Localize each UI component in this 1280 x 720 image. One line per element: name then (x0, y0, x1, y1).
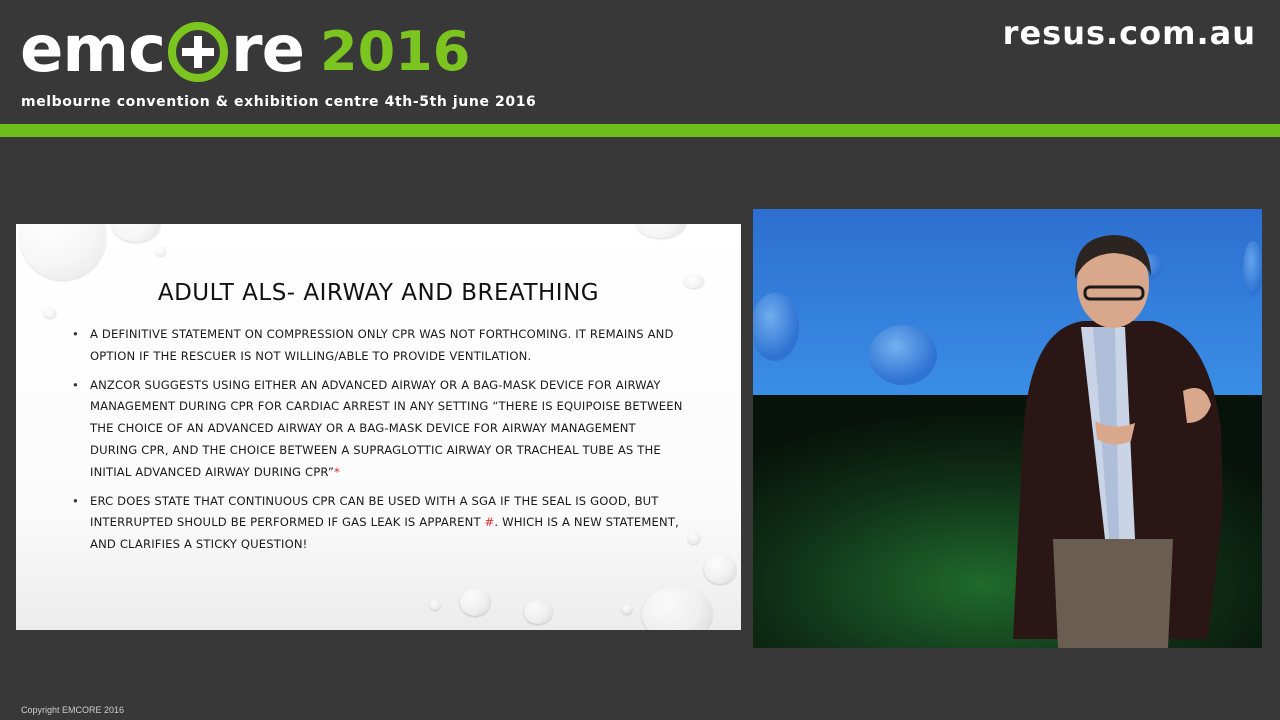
water-drop-decoration (636, 224, 686, 238)
plus-circle-icon (167, 21, 229, 83)
venue-subtitle: melbourne convention & exhibition centre 4th-5th june 2016 (21, 94, 537, 110)
header-divider (0, 124, 1280, 137)
water-drop-decoration (704, 554, 736, 584)
bullet-text-tail: . WHICH IS A NEW STATEMENT, AND CLARIFIES A STICKY QUESTION! (90, 515, 679, 552)
speaker-video-frame (753, 209, 1262, 648)
logo-year: 2016 (320, 20, 471, 83)
water-drop-decoration (44, 308, 56, 318)
water-drop-decoration (524, 600, 552, 624)
logo-text-left: emc (20, 13, 166, 87)
copyright-notice: Copyright EMCORE 2016 (21, 705, 125, 715)
bullet-text: ANZCOR SUGGESTS USING EITHER AN ADVANCED AIRWAY OR A BAG-MASK DEVICE FOR AIRWAY MANAGEMENT DURING CPR FOR CARDIAC ARREST IN ANY SETTING “THERE IS EQUIPOISE BETWEEN THE CHOICE OF AN ADVANCED AIRWAY OR A BAG-MASK DEVICE FOR AIRWAY MANAGEMENT DURING CPR, AND THE CHOICE BETWEEN A SUPRAGLOTTIC AIRWAY OR TRACHEAL TUBE AS THE INITIAL ADVANCED AIRWAY DURING CPR” (90, 377, 683, 479)
bullet-text: ERC DOES STATE THAT CONTINUOUS CPR CAN BE USED WITH A SGA IF THE SEAL IS GOOD, BUT INTERRUPTED SHOULD BE PERFORMED IF GAS LEAK IS APPARENT (90, 493, 659, 530)
presentation-slide (16, 224, 741, 630)
logo-text-right: re (231, 13, 304, 87)
water-drop-decoration (112, 224, 160, 242)
bullet-item (72, 375, 684, 484)
reference-marker: # (484, 515, 495, 530)
water-drop-decoration (642, 586, 712, 630)
water-drop-decoration (622, 604, 632, 614)
water-drop-decoration (688, 532, 700, 544)
bullet-item (72, 491, 684, 556)
bullet-text: A DEFINITIVE STATEMENT ON COMPRESSION ONLY CPR WAS NOT FORTHCOMING. IT REMAINS AND OPTION IF THE RESCUER IS NOT WILLING/ABLE TO PROVIDE VENTILATION. (90, 327, 674, 363)
water-drop-decoration (460, 588, 490, 616)
speaker-video (753, 209, 1262, 648)
bullet-list (72, 324, 684, 563)
bullet-item (72, 324, 684, 368)
conference-header (0, 0, 1280, 124)
reference-marker: * (334, 464, 340, 479)
slide-title: ADULT ALS- AIRWAY AND BREATHING (157, 280, 600, 306)
water-drop-decoration (430, 600, 440, 610)
water-drop-decoration (156, 246, 166, 256)
emcore-logo (20, 14, 470, 86)
water-drop-decoration (20, 224, 106, 280)
website-url: resus.com.au (1002, 14, 1256, 52)
